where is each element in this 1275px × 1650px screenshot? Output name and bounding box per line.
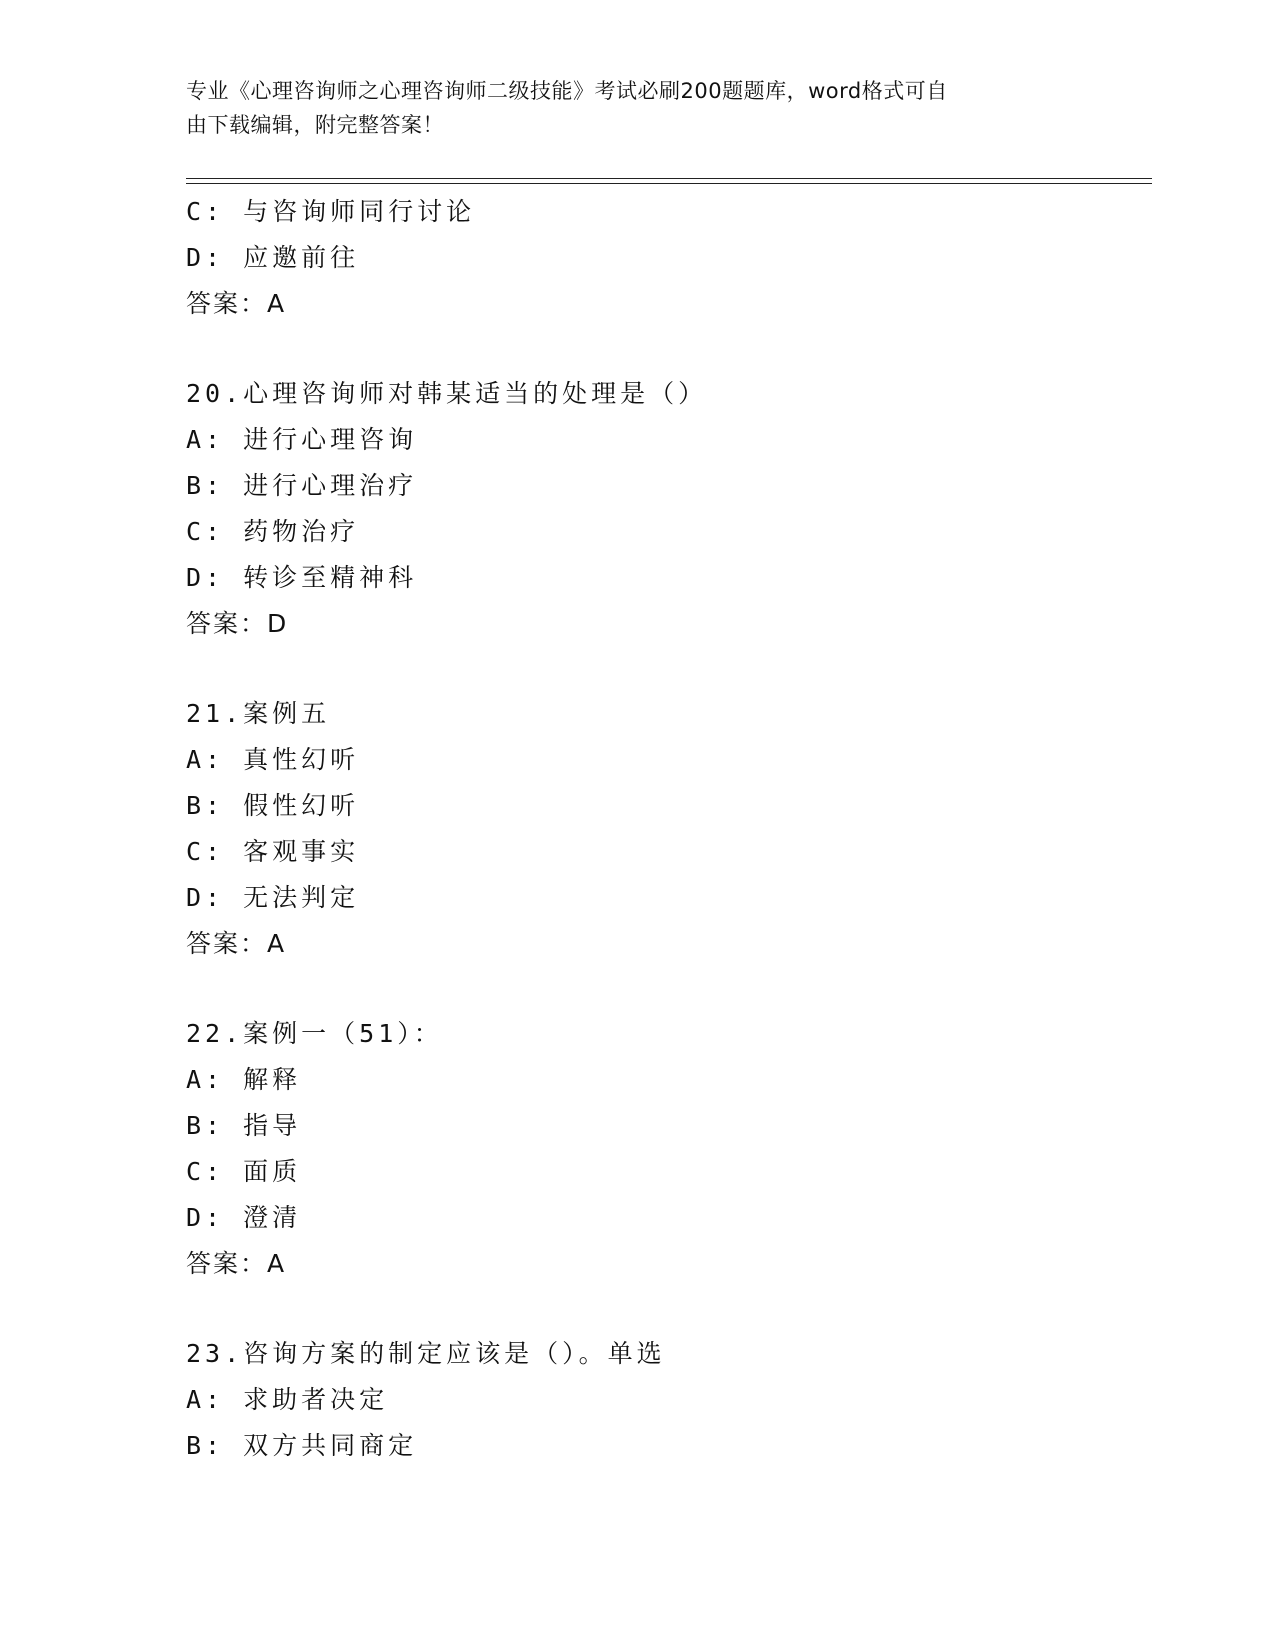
option-c: C: 与咨询师同行讨论 — [186, 197, 476, 226]
option-d: D: 无法判定 — [186, 883, 360, 912]
option-b: B: 假性幻听 — [186, 791, 360, 820]
question-block — [186, 1011, 1152, 1287]
header-line-1: 专业《心理咨询师之心理咨询师二级技能》考试必刷200题题库，word格式可自 — [186, 79, 948, 103]
document-header — [186, 74, 1066, 142]
option-a: A: 解释 — [186, 1065, 302, 1094]
question-stem: 22.案例一（51）： — [186, 1019, 443, 1048]
option-d: D: 转诊至精神科 — [186, 563, 418, 592]
question-block — [186, 189, 1152, 327]
option-a: A: 求助者决定 — [186, 1385, 389, 1414]
question-stem: 23.咨询方案的制定应该是（）。单选 — [186, 1339, 666, 1368]
question-block — [186, 1331, 1152, 1469]
option-d: D: 应邀前往 — [186, 243, 360, 272]
option-a: A: 进行心理咨询 — [186, 425, 418, 454]
option-c: C: 药物治疗 — [186, 517, 360, 546]
answer: 答案：A — [186, 289, 287, 318]
header-divider-top — [186, 178, 1152, 179]
option-b: B: 指导 — [186, 1111, 302, 1140]
option-a: A: 真性幻听 — [186, 745, 360, 774]
option-c: C: 客观事实 — [186, 837, 360, 866]
option-b: B: 双方共同商定 — [186, 1431, 418, 1460]
option-b: B: 进行心理治疗 — [186, 471, 418, 500]
option-d: D: 澄清 — [186, 1203, 302, 1232]
answer: 答案：D — [186, 609, 289, 638]
header-divider-bottom — [186, 183, 1152, 184]
answer: 答案：A — [186, 929, 287, 958]
question-stem: 20.心理咨询师对韩某适当的处理是（） — [186, 379, 708, 408]
question-block — [186, 371, 1152, 647]
question-list — [186, 189, 1152, 1469]
question-block — [186, 691, 1152, 967]
header-line-2: 由下载编辑，附完整答案！ — [186, 113, 444, 137]
answer: 答案：A — [186, 1249, 287, 1278]
question-stem: 21.案例五 — [186, 699, 331, 728]
option-c: C: 面质 — [186, 1157, 302, 1186]
